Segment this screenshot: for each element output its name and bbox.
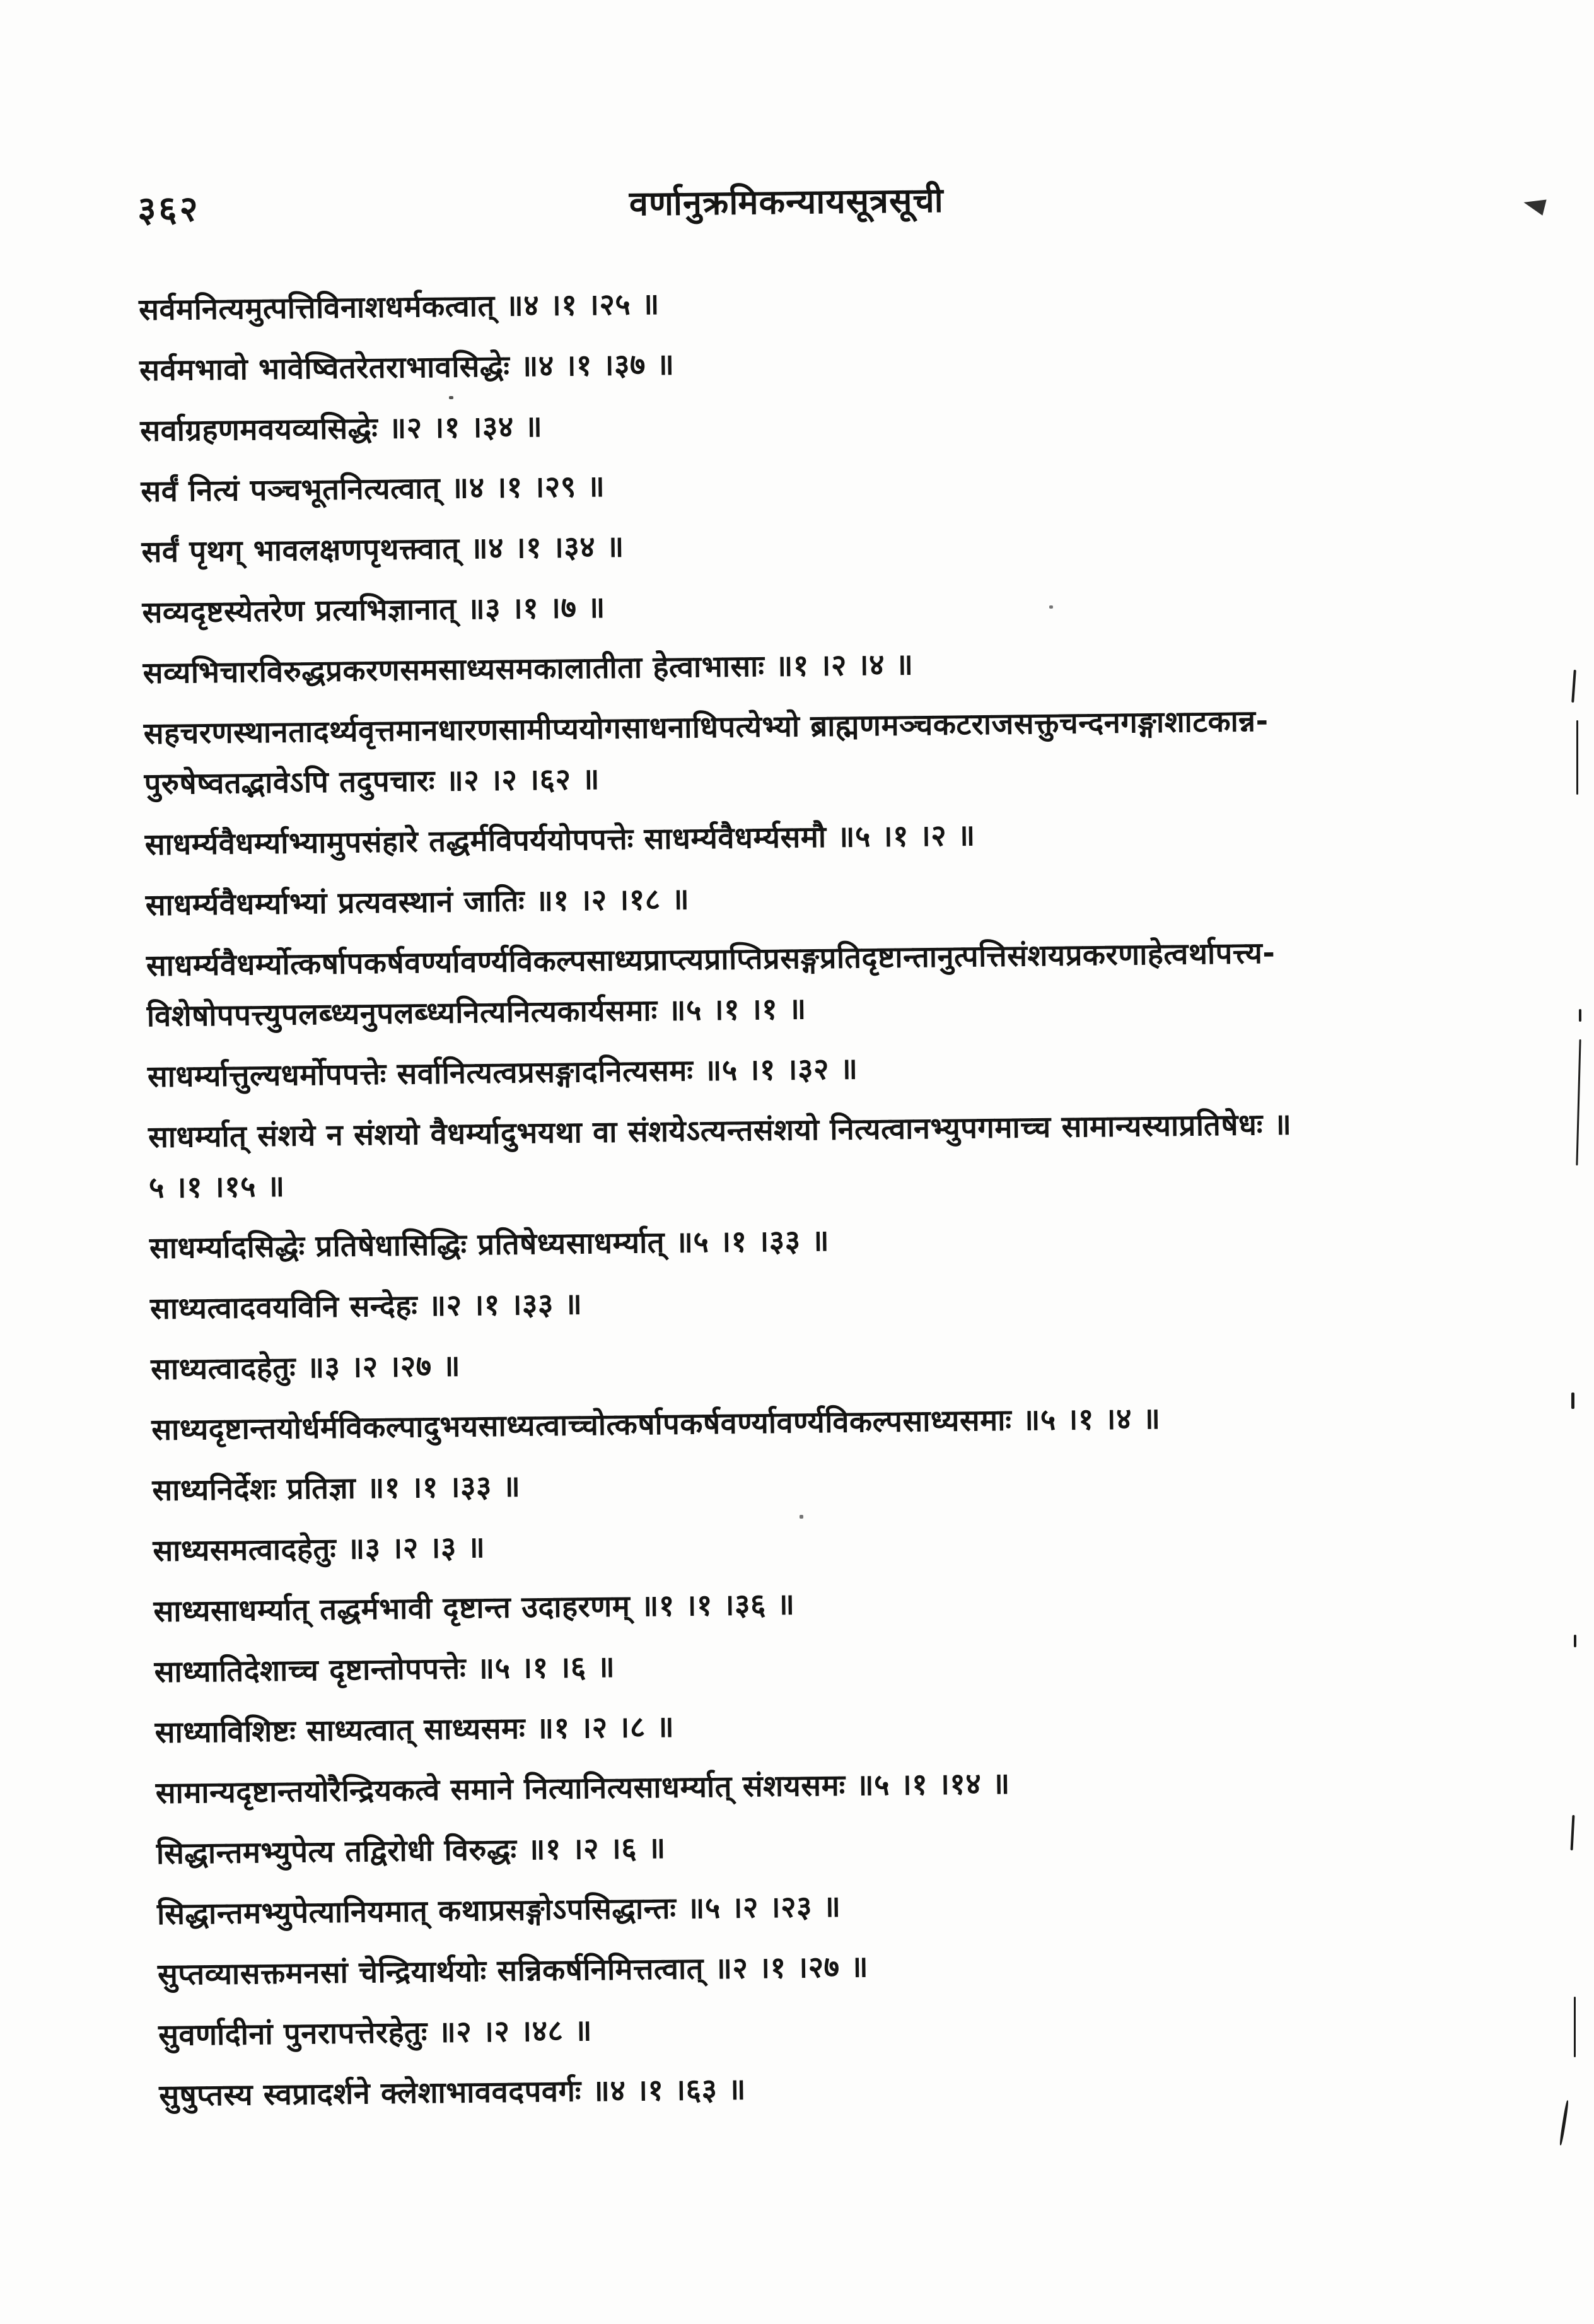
sutra-line: सर्वं नित्यं पञ्चभूतनित्यत्वात् ॥४ ।१ ।२९ ॥ — [141, 469, 605, 510]
sutra-entry — [151, 1389, 1539, 1456]
sutra-line: साधर्म्यादसिद्धेः प्रतिषेधासिद्धिः प्रतिषेध्यसाधर्म्यात् ॥५ ।१ ।३३ ॥ — [149, 1223, 830, 1266]
sutra-entry — [153, 1510, 1540, 1577]
scan-speck — [800, 1515, 803, 1519]
sutra-entry — [148, 1097, 1537, 1213]
sutra-entry — [141, 451, 1528, 517]
sutra-entry — [156, 1813, 1544, 1879]
sutra-entry — [150, 1268, 1538, 1334]
sutra-entry — [139, 269, 1527, 336]
scan-mark — [1576, 720, 1578, 795]
sutra-line: साधर्म्यात्तुल्यधर्मोपपत्तेः सर्वानित्यत्वप्रसङ्गादनित्यसमः ॥५ ।१ ।३२ ॥ — [147, 1051, 858, 1095]
sutra-entry — [159, 2055, 1547, 2122]
sutra-entry — [154, 1692, 1542, 1758]
sutra-entry — [158, 1934, 1545, 2000]
sutra-entry — [148, 1036, 1535, 1102]
sutra-entry — [152, 1450, 1540, 1516]
sutra-line-continuation: ५ ।१ ।१५ ॥ — [148, 1169, 285, 1206]
page-number: ३६२ — [137, 189, 201, 231]
sutra-entry — [158, 1995, 1546, 2061]
sutra-line: सर्वमनित्यमुत्पत्तिविनाशधर्मकत्वात् ॥४ ।१ ।२५ ॥ — [138, 286, 660, 328]
scan-mark — [1574, 1635, 1576, 1647]
sutra-entry — [144, 804, 1532, 870]
sutra-line: साध्यसमत्वादहेतुः ॥३ ।२ ।३ ॥ — [153, 1530, 486, 1569]
sutra-line: साधर्म्यवैधर्म्योत्कर्षापकर्षवर्ण्यावर्ण्यविकल्पसाध्यप्राप्त्यप्राप्तिप्रसङ्गप्रतिदृष्टान्तानुत्पत्तिसंशयप्रकरणाहेत्वर्थापत्त्य- — [146, 935, 1276, 984]
sutra-index-list — [139, 269, 1547, 2122]
sutra-line: साध्यसाधर्म्यात् तद्धर्मभावी दृष्टान्त उदाहरणम् ॥१ ।१ ।३६ ॥ — [153, 1587, 795, 1630]
sutra-entry — [155, 1753, 1543, 1819]
scan-speck — [1049, 605, 1053, 609]
scan-mark — [1574, 1997, 1576, 2057]
sutra-line: सर्वमभावो भावेष्वितरेतराभावसिद्धेः ॥४ ।१ ।३७ ॥ — [139, 347, 675, 388]
scan-speck — [449, 396, 453, 399]
sutra-entry — [154, 1632, 1542, 1698]
sutra-line: साध्यत्वादहेतुः ॥३ ।२ ।२७ ॥ — [150, 1348, 461, 1387]
sutra-entry — [145, 865, 1533, 931]
sutra-line: सहचरणस्थानतादर्थ्यवृत्तमानधारणसामीप्ययोगसाधनाधिपत्येभ्यो ब्राह्मणमञ्चकटराजसक्तुचन्दनगङ्गाशाटकान्न- — [143, 703, 1269, 752]
sutra-entry — [153, 1571, 1541, 1637]
sutra-line: सिद्धान्तमभ्युपेत्य तद्विरोधी विरुद्धः ॥१ ।२ ।६ ॥ — [156, 1830, 666, 1871]
sutra-line: साधर्म्यात् संशये न संशयो वैधर्म्यादुभयथा वा संशयेऽत्यन्तसंशयो नित्यत्वानभ्युपगमाच्च सामान्यस्याप्रतिषेधः ॥ — [148, 1107, 1292, 1155]
sutra-line: सर्वं पृथग् भावलक्षणपृथक्त्वात् ॥४ ।१ ।३४ ॥ — [141, 529, 625, 570]
sutra-entry — [151, 1329, 1539, 1395]
sutra-entry — [146, 925, 1535, 1042]
sutra-entry — [143, 633, 1530, 699]
sutra-line: साधर्म्यवैधर्म्याभ्यामुपसंहारे तद्धर्मविपर्ययोपपत्तेः साधर्म्यवैधर्म्यसमौ ॥५ ।१ ।२ ॥ — [144, 818, 975, 863]
sutra-line: साधर्म्यवैधर्म्याभ्यां प्रत्यवस्थानं जातिः ॥१ ।२ ।१८ ॥ — [145, 882, 690, 923]
page-header — [0, 0, 1584, 236]
sutra-entry — [139, 330, 1527, 396]
sutra-line-continuation: विशेषोपपत्त्युपलब्ध्यनुपलब्ध्यनित्यनित्यकार्यसमाः ॥५ ।१ ।१ ॥ — [146, 991, 807, 1034]
sutra-entry — [142, 572, 1530, 638]
sutra-line: सव्यभिचारविरुद्धप्रकरणसमसाध्यसमकालातीता हेत्वाभासाः ॥१ ।२ ।४ ॥ — [143, 647, 914, 691]
sutra-line: साध्यातिदेशाच्च दृष्टान्तोपपत्तेः ॥५ ।१ ।६ ॥ — [154, 1649, 615, 1690]
sutra-line: सुप्तव्यासक्तमनसां चेन्द्रियार्थयोः सन्निकर्षनिमित्तत्वात् ॥२ ।१ ।२७ ॥ — [157, 1949, 869, 1992]
sutra-line: सामान्यदृष्टान्तयोरैन्द्रियकत्वे समाने नित्यानित्यसाधर्म्यात् संशयसमः ॥५ ।१ ।१४ ॥ — [155, 1766, 1011, 1811]
sutra-line: सुवर्णादीनां पुनरापत्तेरहेतुः ॥२ ।२ ।४८ ॥ — [158, 2013, 593, 2053]
sutra-line: सिद्धान्तमभ्युपेत्यानियमात् कथाप्रसङ्गोऽपसिद्धान्तः ॥५ ।२ ।२३ ॥ — [156, 1889, 841, 1932]
sutra-line: साध्याविशिष्टः साध्यत्वात् साध्यसमः ॥१ ।२ ।८ ॥ — [154, 1709, 675, 1750]
sutra-entry — [149, 1208, 1537, 1274]
sutra-entry — [141, 511, 1529, 578]
sutra-line: सव्यदृष्टस्येतरेण प्रत्यभिज्ञानात् ॥३ ।१ ।७ ॥ — [142, 590, 606, 631]
sutra-line: सर्वाग्रहणमवयव्यसिद्धेः ॥२ ।१ ।३४ ॥ — [140, 409, 543, 449]
sutra-entry — [157, 1874, 1545, 1940]
sutra-line: साध्यनिर्देशः प्रतिज्ञा ॥१ ।१ ।३३ ॥ — [152, 1469, 521, 1509]
sutra-entry — [143, 693, 1532, 810]
sutra-line: साध्यत्वादवयविनि सन्देहः ॥२ ।१ ।३३ ॥ — [149, 1287, 583, 1327]
sutra-entry — [140, 390, 1528, 457]
sutra-line-continuation: पुरुषेष्वतद्भावेऽपि तदुपचारः ॥२ ।२ ।६२ ॥ — [144, 761, 600, 802]
scan-mark — [1579, 1009, 1581, 1022]
sutra-line: साध्यदृष्टान्तयोर्धर्मविकल्पादुभयसाध्यत्वाच्चोत्कर्षापकर्षवर्ण्यावर्ण्यविकल्पसाध्यसमाः ॥५ ।१ ।४ ॥ — [151, 1401, 1161, 1448]
sutra-line: सुषुप्तस्य स्वप्रादर्शने क्लेशाभाववदपवर्गः ॥४ ।१ ।६३ ॥ — [158, 2072, 747, 2113]
scan-mark — [1559, 2100, 1569, 2146]
page-title: वर्णानुक्रमिकन्यायसूत्रसूची — [629, 180, 945, 224]
scan-mark — [1571, 1393, 1574, 1409]
